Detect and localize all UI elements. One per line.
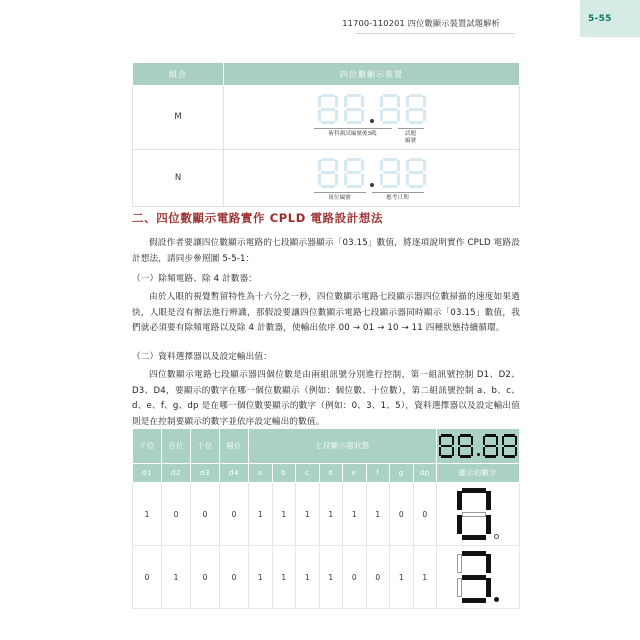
segment-b-icon	[515, 436, 518, 445]
segment-e-icon	[318, 110, 321, 121]
segment-b-icon	[335, 96, 338, 107]
segment-b-icon	[496, 436, 499, 445]
seven-segment-digit	[344, 158, 364, 188]
segment-b-icon	[486, 554, 491, 573]
cell-d1: 1	[133, 483, 162, 546]
subsection-2-body: 四位數顯示電路七段顯示器四個位數是由兩組訊號分別進行控制，第一組訊號控制 D1、D2、D3、D4，要顯示的數字在哪一個位數顯示（例如：個位數、十位數），第二組訊號控制 a、b、c、d、e、f、g、dp 是在哪一個位數要顯示的數字（例如：0、3、1、5），資料選擇器以及設定輸出值則是在控制要顯示的數字並依序設定輸出的數值。	[132, 370, 520, 427]
result-digit-cell	[437, 483, 520, 546]
segment-a-icon	[441, 434, 452, 437]
segment-d-icon	[409, 185, 423, 188]
display-field-annotation: 應考日期	[372, 192, 424, 202]
combination-label-m: M	[133, 86, 224, 150]
segment-d-icon	[409, 121, 423, 124]
segment-a-icon	[485, 434, 496, 437]
segment-e-icon	[344, 174, 347, 185]
segment-g-icon	[441, 445, 452, 448]
segment-g-icon	[347, 171, 361, 174]
decimal-point-icon	[477, 453, 480, 456]
seven-segment-digit	[318, 158, 338, 188]
segment-c-icon	[452, 447, 455, 456]
column-header-d3: 十位	[191, 429, 220, 464]
seven-segment-digit	[380, 158, 400, 188]
seven-segment-digit	[502, 434, 518, 458]
segment-a-icon	[383, 94, 397, 97]
segment-c-icon	[361, 110, 364, 121]
segment-b-icon	[397, 160, 400, 171]
header-divider	[355, 33, 515, 34]
display-field-annotation: 試題 編號	[398, 128, 424, 145]
page-folio-tab	[580, 0, 640, 37]
cell-d2: 1	[162, 546, 191, 609]
segment-b-icon	[471, 436, 474, 445]
segment-e-icon	[406, 174, 409, 185]
seven-segment-digit	[380, 94, 400, 124]
column-header-segment-state: 七段顯示器狀態	[249, 429, 437, 464]
segment-g-icon	[383, 108, 397, 111]
segment-d-icon	[462, 535, 486, 540]
segment-d-icon	[321, 185, 335, 188]
table-header-row-signals	[133, 464, 520, 483]
cell-d2: 0	[162, 483, 191, 546]
segment-b-icon	[452, 436, 455, 445]
table-row	[133, 86, 520, 150]
cell-b: 1	[272, 483, 296, 546]
segment-e-icon	[458, 447, 461, 456]
four-digit-display-module	[224, 150, 519, 206]
cell-c: 1	[296, 546, 320, 609]
cell-b: 1	[272, 546, 296, 609]
segment-f-icon	[318, 160, 321, 171]
segment-g-icon	[485, 445, 496, 448]
four-digit-display-module	[224, 86, 519, 149]
segment-f-icon	[380, 160, 383, 171]
seven-segment-digit	[458, 434, 474, 458]
seven-segment-digit	[406, 158, 426, 188]
segment-e-icon	[439, 447, 442, 456]
decimal-point-icon	[494, 534, 499, 539]
result-seven-segment-digit	[457, 551, 491, 603]
segment-a-icon	[460, 434, 471, 437]
segment-b-icon	[423, 96, 426, 107]
segment-g-icon	[409, 108, 423, 111]
column-header-d1: d1	[133, 464, 162, 483]
subsection-2-title: （二）資料選擇器以及設定輸出值：	[132, 352, 272, 362]
table-header-row-groups	[133, 429, 520, 464]
cell-d3: 0	[191, 483, 220, 546]
table-header-row	[133, 63, 520, 86]
segment-c-icon	[496, 447, 499, 456]
column-header-d3: d3	[191, 464, 220, 483]
cell-a: 1	[249, 546, 273, 609]
segment-a-icon	[347, 158, 361, 161]
segment-g-icon	[504, 445, 515, 448]
cell-dp: 1	[413, 546, 437, 609]
seven-segment-digit	[406, 94, 426, 124]
segment-d-icon	[383, 185, 397, 188]
cell-e: 0	[343, 546, 367, 609]
page-header	[0, 0, 640, 40]
segment-a-icon	[347, 94, 361, 97]
segment-b-icon	[361, 160, 364, 171]
segment-g-icon	[460, 445, 471, 448]
running-head-title: 11700-110201 四位數顯示裝置試題解析	[342, 18, 500, 28]
segment-f-icon	[318, 96, 321, 107]
display-field-annotation: 術科測試編號後3碼	[314, 128, 392, 145]
segment-b-icon	[423, 160, 426, 171]
column-header-display-device: 四位數顯示裝置	[224, 63, 520, 86]
segment-d-icon	[462, 598, 486, 603]
segment-a-icon	[383, 158, 397, 161]
column-header-b: b	[272, 464, 296, 483]
annotation-row	[314, 128, 430, 145]
segment-f-icon	[458, 436, 461, 445]
segment-a-icon	[504, 434, 515, 437]
segment-c-icon	[361, 174, 364, 185]
segment-f-icon	[457, 554, 462, 573]
segment-d-icon	[460, 455, 471, 458]
segment-f-icon	[439, 436, 442, 445]
segment-c-icon	[397, 110, 400, 121]
cell-a: 1	[249, 483, 273, 546]
column-header-d: d	[319, 464, 343, 483]
segment-f-icon	[380, 96, 383, 107]
column-header-a: a	[249, 464, 273, 483]
segment-d-icon	[441, 455, 452, 458]
cell-d4: 0	[220, 546, 249, 609]
column-header-f: f	[366, 464, 390, 483]
segment-c-icon	[423, 174, 426, 185]
combination-label-n: N	[133, 149, 224, 206]
segment-b-icon	[486, 491, 491, 510]
result-seven-segment-digit	[457, 488, 491, 540]
section-intro-paragraph: 假設作者要讓四位數顯示電路的七段顯示器顯示「03.15」數值，將逐項說明實作 CPLD 電路設計想法，請同步參照圖 5-5-1：	[132, 238, 520, 264]
table-row	[133, 546, 520, 609]
segment-a-icon	[409, 94, 423, 97]
cell-e: 1	[343, 483, 367, 546]
display-device-cell	[224, 149, 520, 206]
cell-d3: 0	[191, 546, 220, 609]
cell-d: 1	[319, 483, 343, 546]
segment-a-icon	[462, 551, 486, 556]
segment-g-icon	[321, 171, 335, 174]
digit-row	[318, 158, 426, 188]
cell-g: 1	[390, 546, 414, 609]
segment-c-icon	[335, 174, 338, 185]
table-row	[133, 149, 520, 206]
segment-e-icon	[457, 515, 462, 534]
segment-e-icon	[344, 110, 347, 121]
segment-d-icon	[383, 121, 397, 124]
annotation-row	[314, 192, 430, 202]
segment-g-icon	[462, 575, 486, 580]
segment-d-icon	[347, 185, 361, 188]
cell-c: 1	[296, 483, 320, 546]
column-header-combination: 組合	[133, 63, 224, 86]
segment-f-icon	[344, 96, 347, 107]
segment-b-icon	[335, 160, 338, 171]
seven-segment-digit	[318, 94, 338, 124]
column-header-result-digit: 顯示的數字	[437, 464, 520, 483]
display-combination-table	[132, 62, 520, 207]
section-heading: 二、四位數顯示電路實作 CPLD 電路設計想法	[132, 211, 384, 225]
column-header-d1: 千位	[133, 429, 162, 464]
cell-d4: 0	[220, 483, 249, 546]
segment-c-icon	[397, 174, 400, 185]
cell-d: 1	[319, 546, 343, 609]
cell-dp: 0	[413, 483, 437, 546]
column-header-e: e	[343, 464, 367, 483]
segment-c-icon	[486, 515, 491, 534]
cell-f: 0	[366, 546, 390, 609]
display-field-annotation: 崗位編號	[314, 192, 366, 202]
segment-e-icon	[380, 174, 383, 185]
segment-a-icon	[409, 158, 423, 161]
segment-e-icon	[380, 110, 383, 121]
seven-segment-digit	[439, 434, 455, 458]
digit-row	[318, 94, 426, 124]
segment-a-icon	[462, 488, 486, 493]
segment-f-icon	[502, 436, 505, 445]
column-header-dp: dp	[413, 464, 437, 483]
four-digit-display-preview	[437, 432, 519, 460]
segment-e-icon	[406, 110, 409, 121]
segment-g-icon	[383, 171, 397, 174]
subsection-1-title: （一）除頻電路、除 4 計數器：	[132, 274, 258, 284]
segment-e-icon	[502, 447, 505, 456]
column-header-d4: 個位	[220, 429, 249, 464]
column-header-d2: 百位	[162, 429, 191, 464]
cell-d1: 0	[133, 546, 162, 609]
segment-f-icon	[406, 96, 409, 107]
segment-d-icon	[485, 455, 496, 458]
segment-a-icon	[321, 158, 335, 161]
cell-g: 0	[390, 483, 414, 546]
segment-g-icon	[409, 171, 423, 174]
segment-f-icon	[483, 436, 486, 445]
seven-segment-digit	[483, 434, 499, 458]
column-header-c: c	[296, 464, 320, 483]
display-device-cell	[224, 86, 520, 150]
segment-b-icon	[361, 96, 364, 107]
segment-e-icon	[457, 578, 462, 597]
segment-f-icon	[457, 491, 462, 510]
column-header-g: g	[390, 464, 414, 483]
segment-b-icon	[397, 96, 400, 107]
segment-e-icon	[318, 174, 321, 185]
page-number: 5-55	[588, 13, 612, 24]
column-header-d4: d4	[220, 464, 249, 483]
decimal-point-icon	[494, 597, 499, 602]
segment-c-icon	[471, 447, 474, 456]
decimal-point-icon	[370, 119, 374, 123]
seven-segment-digit	[344, 94, 364, 124]
segment-e-icon	[483, 447, 486, 456]
segment-f-icon	[344, 160, 347, 171]
header-display-preview	[437, 429, 520, 464]
segment-c-icon	[423, 110, 426, 121]
column-header-d2: d2	[162, 464, 191, 483]
segment-d-icon	[321, 121, 335, 124]
decimal-point-icon	[370, 183, 374, 187]
segment-g-icon	[347, 108, 361, 111]
segment-a-icon	[321, 94, 335, 97]
result-display	[437, 488, 519, 540]
result-display	[437, 551, 519, 603]
segment-d-icon	[504, 455, 515, 458]
subsection-1-body: 由於人眼的視覺暫留特性為十六分之一秒，四位數顯示電路七段顯示器四位數掃描的速度如果過快，人眼是沒有辦法進行辨識，那假設要讓四位數顯示電路七段顯示器同時顯示「03.15」數值，我們就必須要有除頻電路以及除 4 計數器，使輸出依序 00 → 01 → 10 → 11 四種狀態持續循環。	[132, 292, 520, 333]
segment-d-icon	[347, 121, 361, 124]
segment-g-icon	[321, 108, 335, 111]
table-row	[133, 483, 520, 546]
segment-c-icon	[515, 447, 518, 456]
result-digit-cell	[437, 546, 520, 609]
segment-c-icon	[335, 110, 338, 121]
segment-c-icon	[486, 578, 491, 597]
segment-g-icon	[462, 512, 486, 517]
seven-segment-truth-table	[132, 428, 520, 609]
segment-f-icon	[406, 160, 409, 171]
cell-f: 1	[366, 483, 390, 546]
